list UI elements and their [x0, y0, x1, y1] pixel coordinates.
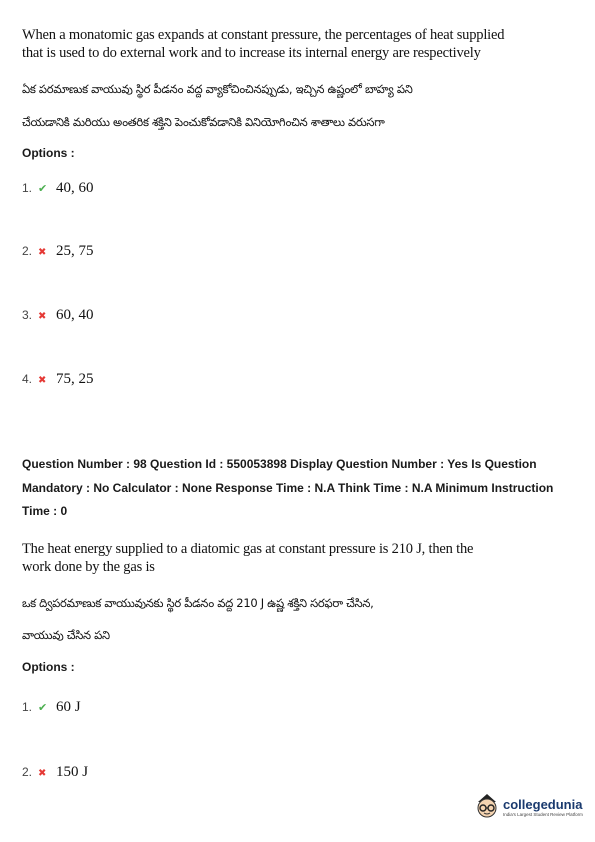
- logo-tagline: India's Largest Student Review Platform: [503, 812, 583, 817]
- option-value: 75, 25: [56, 371, 94, 387]
- option-4: [22, 371, 94, 388]
- option-number: 2.: [22, 765, 33, 779]
- collegedunia-logo: [474, 792, 583, 822]
- option-2: [22, 764, 88, 781]
- cross-icon: ✖: [38, 311, 47, 322]
- cross-icon: ✖: [38, 768, 47, 779]
- logo-name: collegedunia: [503, 797, 583, 812]
- option-1: [22, 180, 94, 197]
- option-2: [22, 243, 94, 260]
- question-telugu-line-2: వాయువు చేసిన పని: [22, 628, 110, 642]
- option-3: [22, 307, 94, 324]
- option-number: 3.: [22, 308, 33, 322]
- option-number: 1.: [22, 181, 33, 195]
- option-value: 60, 40: [56, 307, 94, 323]
- mascot-icon: [474, 792, 500, 822]
- options-label: Options :: [22, 146, 75, 160]
- option-number: 1.: [22, 700, 33, 714]
- cross-icon: ✖: [38, 375, 47, 386]
- option-value: 25, 75: [56, 243, 94, 259]
- question-text-line-2: work done by the gas is: [22, 559, 155, 575]
- option-number: 4.: [22, 372, 33, 386]
- option-value: 150 J: [56, 764, 89, 780]
- option-value: 60 J: [56, 699, 81, 715]
- option-value: 40, 60: [56, 180, 94, 196]
- question-text-line-2: that is used to do external work and to increase its internal energy are respectively: [22, 45, 481, 61]
- question-telugu-line-1: ఒక ద్విపరమాణుక వాయువునకు స్థిర పీడనం వద్ద 210 J ఉష్ణ శక్తిని సరఫరా చేసిన,: [22, 596, 374, 610]
- check-icon: ✔: [38, 183, 48, 195]
- question-telugu-line-1: ఏక పరమాణుక వాయువు స్థిర పీడనం వద్ద వ్యాకోచించినప్పుడు, ఇచ్చిన ఉష్ణంలో బాహ్య పని: [22, 82, 413, 96]
- question-telugu-line-2: చేయడానికి మరియు అంతరిక శక్తిని పెంచుకోవడానికి వినియోగించిన శాతాలు వరుసగా: [22, 115, 385, 129]
- question-text-line-1: The heat energy supplied to a diatomic gas at constant pressure is 210 J, then the: [22, 541, 474, 557]
- options-label: Options :: [22, 660, 75, 674]
- question-text-line-1: When a monatomic gas expands at constant pressure, the percentages of heat supplied: [22, 27, 505, 43]
- check-icon: ✔: [38, 702, 48, 714]
- cross-icon: ✖: [38, 247, 47, 258]
- option-1: [22, 699, 81, 716]
- option-number: 2.: [22, 244, 33, 258]
- question-meta: Question Number : 98 Question Id : 550053898 Display Question Number : Yes Is Question Mandatory : No Calculator : None Response Time : N.A Think Time : N.A Minimum Instruction Time : 0: [22, 457, 554, 518]
